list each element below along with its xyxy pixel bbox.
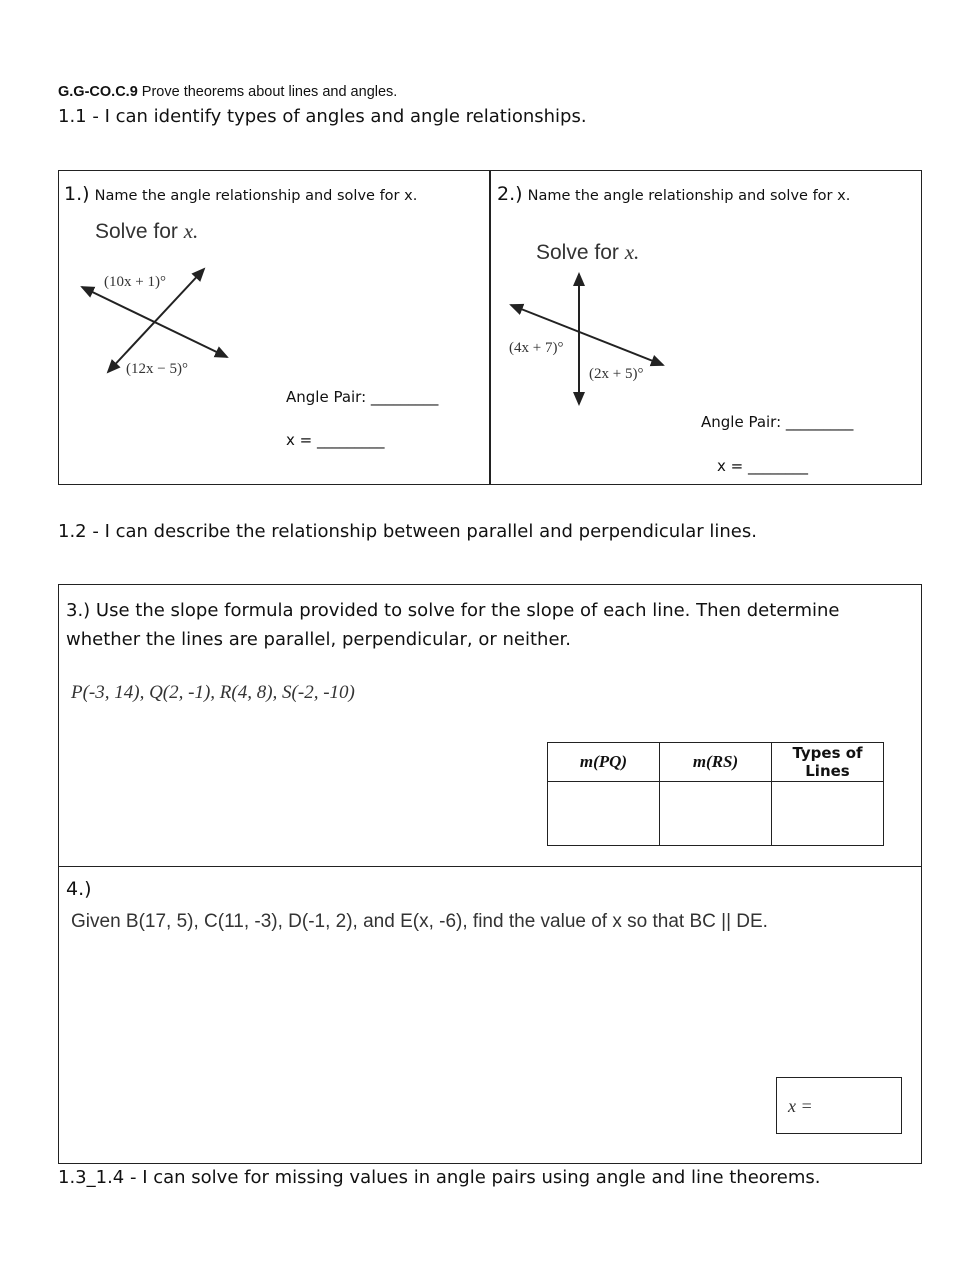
answer-box[interactable] [776, 1077, 902, 1134]
angle-label: (10x + 1)° [104, 274, 166, 290]
problem-4-num: 4.) [66, 878, 92, 900]
problem-2-prompt: 2.) Name the angle relationship and solve for x. [497, 183, 851, 205]
section-1-3-title: 1.3_1.4 - I can solve for missing values in angle pairs using angle and line theorems. [58, 1167, 821, 1188]
cell-types[interactable] [772, 782, 884, 846]
answer-label: x = [788, 1096, 813, 1116]
problem-3-points: P(-3, 14), Q(2, -1), R(4, 8), S(-2, -10) [71, 682, 355, 703]
slope-table [547, 742, 884, 846]
problem-3-prompt: 3.) Use the slope formula provided to solve for the slope of each line. Then determine whether the lines are parallel, perpendicular, or neither. [66, 600, 840, 650]
x-answer[interactable]: x = ________ [717, 457, 808, 475]
standard: G.G-CO.C.9 Prove theorems about lines and angles. [58, 84, 398, 100]
problem-2-solve: Solve for x. [536, 240, 640, 264]
header-types: Types of Lines [772, 743, 884, 782]
problem-4-prompt: Given B(17, 5), C(11, -3), D(-1, 2), and E(x, -6), find the value of x so that BC || DE. [71, 911, 768, 932]
x-answer[interactable]: x = _________ [286, 431, 385, 449]
header-m-pq: m(PQ) [548, 743, 660, 782]
cell-m-pq[interactable] [548, 782, 660, 846]
angle-pair-answer[interactable]: Angle Pair: _________ [286, 388, 439, 406]
angle-label: (12x − 5)° [126, 361, 188, 377]
problem-1-prompt: 1.) Name the angle relationship and solve for x. [64, 183, 418, 205]
section-1-1-title: 1.1 - I can identify types of angles and angle relationships. [58, 106, 587, 127]
angle-label: (2x + 5)° [589, 366, 644, 382]
angle-label: (4x + 7)° [509, 340, 564, 356]
cell-m-rs[interactable] [660, 782, 772, 846]
problem-1-solve: Solve for x. [95, 219, 199, 243]
section-1-2-title: 1.2 - I can describe the relationship between parallel and perpendicular lines. [58, 521, 757, 542]
angle-pair-answer[interactable]: Angle Pair: _________ [701, 413, 854, 431]
header-m-rs: m(RS) [660, 743, 772, 782]
